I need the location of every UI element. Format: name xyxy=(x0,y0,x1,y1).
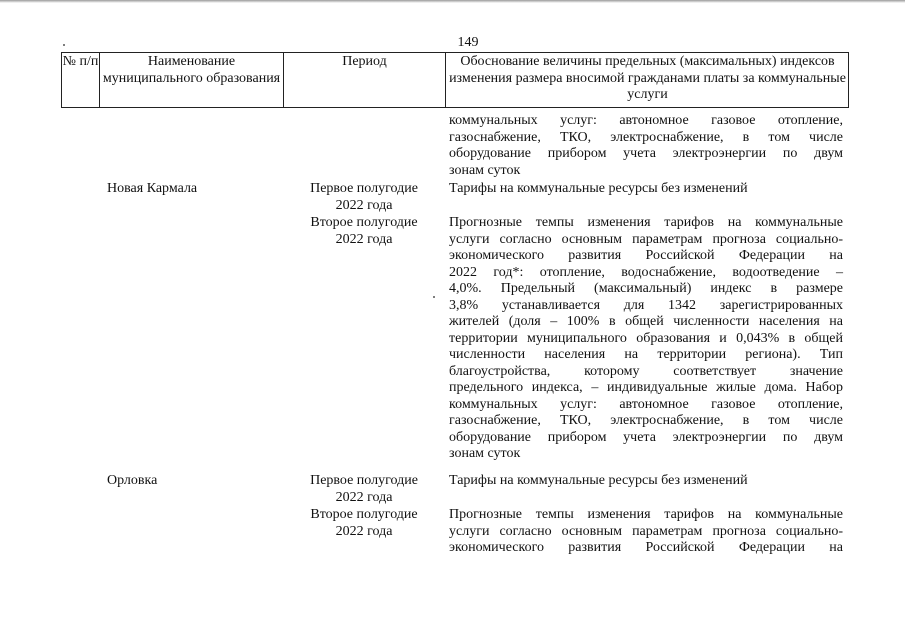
text-line: численности населения на территории региона). Тип xyxy=(449,347,843,362)
text-line: благоустройства, которому соответствует значение xyxy=(449,363,843,379)
text-line: зонам суток xyxy=(449,162,521,178)
text-line: газоснабжение, ТКО, электроснабжение, в том числе xyxy=(449,413,843,428)
page-number: 149 xyxy=(457,35,479,50)
text-line: предельного индекса, – индивидуальные жилые дома. Набор xyxy=(449,380,843,395)
text-line: Прогнозные темпы изменения тарифов на коммунальные xyxy=(449,215,843,230)
text-line: коммунальных услуг: автономное газовое отопление, xyxy=(449,113,843,128)
header-basis-column: Обоснование величины предельных (максимальных) индексов изменения размера вносимой гражданами платы за коммунальные услуги xyxy=(445,53,849,107)
table-header xyxy=(61,52,849,108)
period-label-line: 2022 года xyxy=(335,197,393,213)
period-label-line: 2022 года xyxy=(335,523,393,539)
text-line: Тарифы на коммунальные ресурсы без изменений xyxy=(449,181,748,196)
municipality-name: Орловка xyxy=(107,473,158,488)
text-line: Тарифы на коммунальные ресурсы без изменений xyxy=(449,473,748,488)
text-line: Прогнозные темпы изменения тарифов на коммунальные xyxy=(449,507,843,522)
header-municipality-column: Наименование муниципального образования xyxy=(99,53,283,107)
text-line: услуги согласно основным параметрам прогноза социально- xyxy=(449,523,843,539)
text-line: оборудование прибором учета электроэнергии по двум xyxy=(449,146,843,161)
text-line: 2022 год*: отопление, водоснабжение, водоотведение – xyxy=(449,264,843,280)
text-line: зонам суток xyxy=(449,446,521,461)
period-label-line: Первое полугодие xyxy=(310,473,418,488)
period-label-line: 2022 года xyxy=(335,231,393,247)
text-line: газоснабжение, ТКО, электроснабжение, в том числе xyxy=(449,129,843,145)
header-period-column: Период xyxy=(283,53,445,107)
basis-text xyxy=(449,181,843,198)
basis-text xyxy=(449,473,843,490)
period-label-line: Второе полугодие xyxy=(310,507,418,522)
period-label-line: Первое полугодие xyxy=(310,181,418,196)
basis-text xyxy=(449,507,843,557)
period-label xyxy=(300,181,428,214)
period-label-line: Второе полугодие xyxy=(310,215,418,230)
text-line: 3,8% устанавливается для 1342 зарегистрированных xyxy=(449,297,843,313)
scan-speck xyxy=(63,44,65,46)
text-line: экономического развития Российской Федерации на xyxy=(449,540,843,555)
text-line: жителей (доля – 100% в общей численности населения на xyxy=(449,314,843,329)
basis-text xyxy=(449,215,843,463)
period-label xyxy=(300,215,428,248)
period-label-line: 2022 года xyxy=(335,489,393,505)
header-number-column: № п/п xyxy=(62,54,99,69)
text-line: услуги согласно основным параметрам прогноза социально- xyxy=(449,231,843,247)
municipality-name: Новая Кармала xyxy=(107,181,198,196)
scan-edge xyxy=(0,0,905,3)
text-line: коммунальных услуг: автономное газовое отопление, xyxy=(449,396,843,412)
text-line: территории муниципального образования и 0,043% в общей xyxy=(449,330,843,346)
period-label xyxy=(300,473,428,506)
continuation-text xyxy=(449,113,843,179)
text-line: оборудование прибором учета электроэнергии по двум xyxy=(449,429,843,445)
period-label xyxy=(300,507,428,540)
text-line: 4,0%. Предельный (максимальный) индекс в размере xyxy=(449,281,843,296)
text-line: экономического развития Российской Федерации на xyxy=(449,248,843,263)
scan-speck xyxy=(433,296,435,298)
